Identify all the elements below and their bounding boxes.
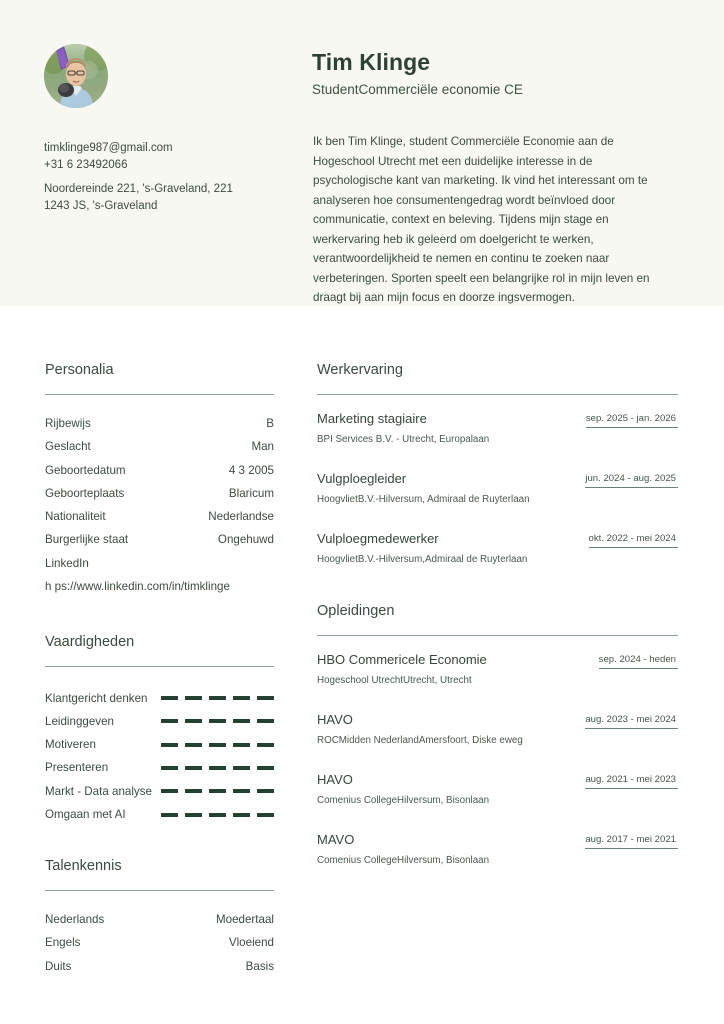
skill-dash	[161, 813, 178, 817]
skill-dash	[185, 743, 202, 747]
contact-address-line2: 1243 JS, 's-Graveland	[44, 199, 158, 212]
work-entry-role: Vulgploegleider	[317, 471, 407, 486]
personalia-label: Rijbewijs	[45, 417, 91, 430]
education-entry-date: aug. 2023 - mei 2024	[585, 713, 678, 729]
work-entry-date: sep. 2025 - jan. 2026	[586, 412, 678, 428]
skill-rating	[161, 743, 274, 747]
skill-dash	[233, 789, 250, 793]
language-label: Duits	[45, 959, 72, 973]
personalia-label: Geboorteplaats	[45, 486, 125, 500]
skill-dash	[257, 789, 274, 793]
skill-dash	[209, 789, 226, 793]
section-divider	[45, 890, 274, 891]
contact-spacer	[44, 173, 274, 181]
work-entry-head	[317, 409, 678, 429]
skill-row	[45, 780, 274, 803]
education-entry-organisation: Comenius CollegeHilversum, Bisonlaan	[317, 855, 490, 866]
column-spacer	[317, 567, 678, 601]
column-spacer	[45, 826, 274, 856]
personalia-row	[45, 552, 274, 575]
skill-dash	[161, 719, 178, 723]
skill-dash	[161, 743, 178, 747]
skill-dash	[161, 789, 178, 793]
skill-row	[45, 756, 274, 779]
section-personalia	[45, 360, 274, 598]
name-block	[312, 48, 692, 100]
education-entry-role: HBO Commericele Economie	[317, 652, 487, 667]
language-row	[45, 955, 274, 978]
skill-dash	[161, 766, 178, 770]
contact-block	[44, 140, 274, 214]
contact-email[interactable]: timklinge987@gmail.com	[44, 142, 173, 154]
skill-dash	[233, 813, 250, 817]
education-entry-list	[317, 650, 678, 868]
skill-dash	[185, 696, 202, 700]
personalia-label: Nationaliteit	[45, 510, 106, 524]
personalia-row	[45, 412, 274, 435]
education-entry	[317, 650, 678, 688]
work-entry-head	[317, 469, 678, 489]
work-entry	[317, 529, 678, 567]
section-title-work-experience: Werkervaring	[317, 362, 403, 378]
section-divider	[45, 394, 274, 395]
education-entry	[317, 770, 678, 808]
column-spacer	[45, 598, 274, 632]
personalia-row	[45, 459, 274, 482]
personalia-value: Blaricum	[228, 486, 274, 500]
section-work-experience	[317, 360, 678, 567]
skill-dash	[209, 719, 226, 723]
section-education	[317, 601, 678, 868]
skill-dash	[209, 813, 226, 817]
avatar	[44, 44, 108, 108]
skill-dash	[185, 789, 202, 793]
work-entry	[317, 469, 678, 507]
section-skills	[45, 632, 274, 826]
section-title-skills: Vaardigheden	[45, 634, 135, 651]
skill-dash	[233, 743, 250, 747]
contact-phone[interactable]: +31 6 23492066	[44, 158, 128, 171]
skill-row	[45, 686, 274, 709]
language-label: Engels	[45, 936, 81, 950]
education-entry-head	[317, 650, 678, 670]
section-divider	[317, 635, 678, 636]
education-entry-organisation: ROCMidden NederlandAmersfoort, Diske eweg	[317, 735, 523, 746]
language-row	[45, 908, 274, 931]
skill-dash	[185, 813, 202, 817]
skill-dash	[209, 766, 226, 770]
work-entry-role: Vulploegmedewerker	[317, 531, 439, 546]
skill-dash	[185, 766, 202, 770]
section-title-education: Opleidingen	[317, 603, 395, 619]
section-title-personalia: Personalia	[45, 362, 114, 378]
left-column	[45, 360, 274, 978]
section-languages	[45, 856, 274, 978]
education-entry-head	[317, 770, 678, 790]
education-entry	[317, 830, 678, 868]
section-divider	[45, 666, 274, 667]
avatar-photo	[44, 44, 108, 108]
skill-label: Motiveren	[45, 738, 96, 752]
education-entry	[317, 710, 678, 748]
personalia-row	[45, 505, 274, 528]
work-entry	[317, 409, 678, 447]
skill-dash	[257, 696, 274, 700]
skill-row	[45, 733, 274, 756]
skill-label: Omgaan met AI	[45, 808, 126, 821]
skill-row	[45, 803, 274, 826]
skill-dash	[257, 766, 274, 770]
skill-label: Klantgericht denken	[45, 691, 148, 705]
right-column	[317, 360, 678, 868]
education-entry-date: aug. 2021 - mei 2023	[585, 773, 678, 789]
skill-dash	[233, 719, 250, 723]
education-entry-organisation: Comenius CollegeHilversum, Bisonlaan	[317, 795, 490, 806]
language-row	[45, 931, 274, 954]
skill-rating	[161, 789, 274, 793]
skill-dash	[209, 743, 226, 747]
skill-dash	[257, 743, 274, 747]
skill-rating	[161, 696, 274, 700]
skill-dash	[257, 813, 274, 817]
language-value: Moedertaal	[215, 913, 274, 927]
skill-dash	[257, 719, 274, 723]
skill-dash	[233, 696, 250, 700]
skill-row	[45, 710, 274, 733]
work-entry-list	[317, 409, 678, 567]
linkedin-url[interactable]: h ps://www.linkedin.com/in/timklinge	[45, 580, 230, 594]
language-value: Basis	[245, 959, 274, 973]
work-entry-role: Marketing stagiaire	[317, 411, 427, 426]
work-entry-organisation: HoogvlietB.V.-Hilversum,Admiraal de Ruyterlaan	[317, 554, 528, 565]
work-entry-date: jun. 2024 - aug. 2025	[585, 472, 678, 488]
personalia-row	[45, 482, 274, 505]
section-title-languages: Talenkennis	[45, 858, 122, 875]
education-entry-role: HAVO	[317, 772, 353, 787]
education-entry-role: HAVO	[317, 712, 353, 727]
skill-label: Leidinggeven	[45, 714, 114, 728]
education-entry-head	[317, 710, 678, 730]
contact-address-line1: Noordereinde 221, 's-Graveland, 221	[44, 183, 233, 195]
education-entry-role: MAVO	[317, 832, 355, 847]
education-entry-head	[317, 830, 678, 850]
work-entry-organisation: HoogvlietB.V.-Hilversum, Admiraal de Ruyterlaan	[317, 494, 530, 505]
skill-label: Markt - Data analyse	[45, 784, 152, 798]
personalia-value: B	[266, 417, 274, 430]
education-entry-date: sep. 2024 - heden	[599, 653, 678, 669]
work-entry-date: okt. 2022 - mei 2024	[589, 532, 678, 548]
skill-dash	[233, 766, 250, 770]
education-entry-date: aug. 2017 - mei 2021	[585, 833, 678, 849]
skill-rating	[161, 719, 274, 723]
page-title: Tim Klinge	[312, 49, 431, 75]
skill-rating	[161, 766, 274, 770]
job-title: StudentCommerciële economie CE	[312, 82, 523, 97]
personalia-value: Ongehuwd	[217, 533, 274, 547]
personalia-value: Man	[251, 440, 274, 454]
language-label: Nederlands	[45, 913, 105, 927]
skills-list	[45, 686, 274, 826]
personalia-value: 4 3 2005	[228, 463, 274, 477]
section-divider	[317, 394, 678, 395]
skill-label: Presenteren	[45, 761, 109, 775]
languages-list	[45, 908, 274, 978]
personalia-label: Burgerlijke staat	[45, 533, 129, 547]
skill-rating	[161, 813, 274, 817]
personalia-row	[45, 435, 274, 458]
language-value: Vloeiend	[228, 936, 274, 950]
personalia-label: Geslacht	[45, 440, 91, 454]
skill-dash	[185, 719, 202, 723]
skill-dash	[209, 696, 226, 700]
personalia-value: Nederlandse	[208, 510, 274, 524]
education-entry-organisation: Hogeschool UtrechtUtrecht, Utrecht	[317, 675, 472, 686]
profile-summary: Ik ben Tim Klinge, student Commerciële Economie aan de Hogeschool Utrecht met een duidelijke interesse in de psychologische kant van marketing. Ik vind het interessant om te analyseren hoe consumentengedrag wordt beïnvloed door communicatie, context en beleving. Tijdens mijn stage en werkervaring heb ik geleerd om doelgericht te werken, verantwoordelijkheid te nemen en continu te zoeken naar verbeteringen. Sporten speelt een belangrijke rol in mijn leven en draagt bij aan mijn focus en doorze ingsvermogen.	[313, 135, 650, 304]
personalia-row	[45, 528, 274, 551]
personalia-list	[45, 412, 274, 575]
personalia-label: Geboortedatum	[45, 463, 126, 477]
work-entry-head	[317, 529, 678, 549]
skill-dash	[161, 696, 178, 700]
personalia-label: LinkedIn	[45, 556, 89, 570]
work-entry-organisation: BPI Services B.V. - Utrecht, Europalaan	[317, 434, 490, 445]
